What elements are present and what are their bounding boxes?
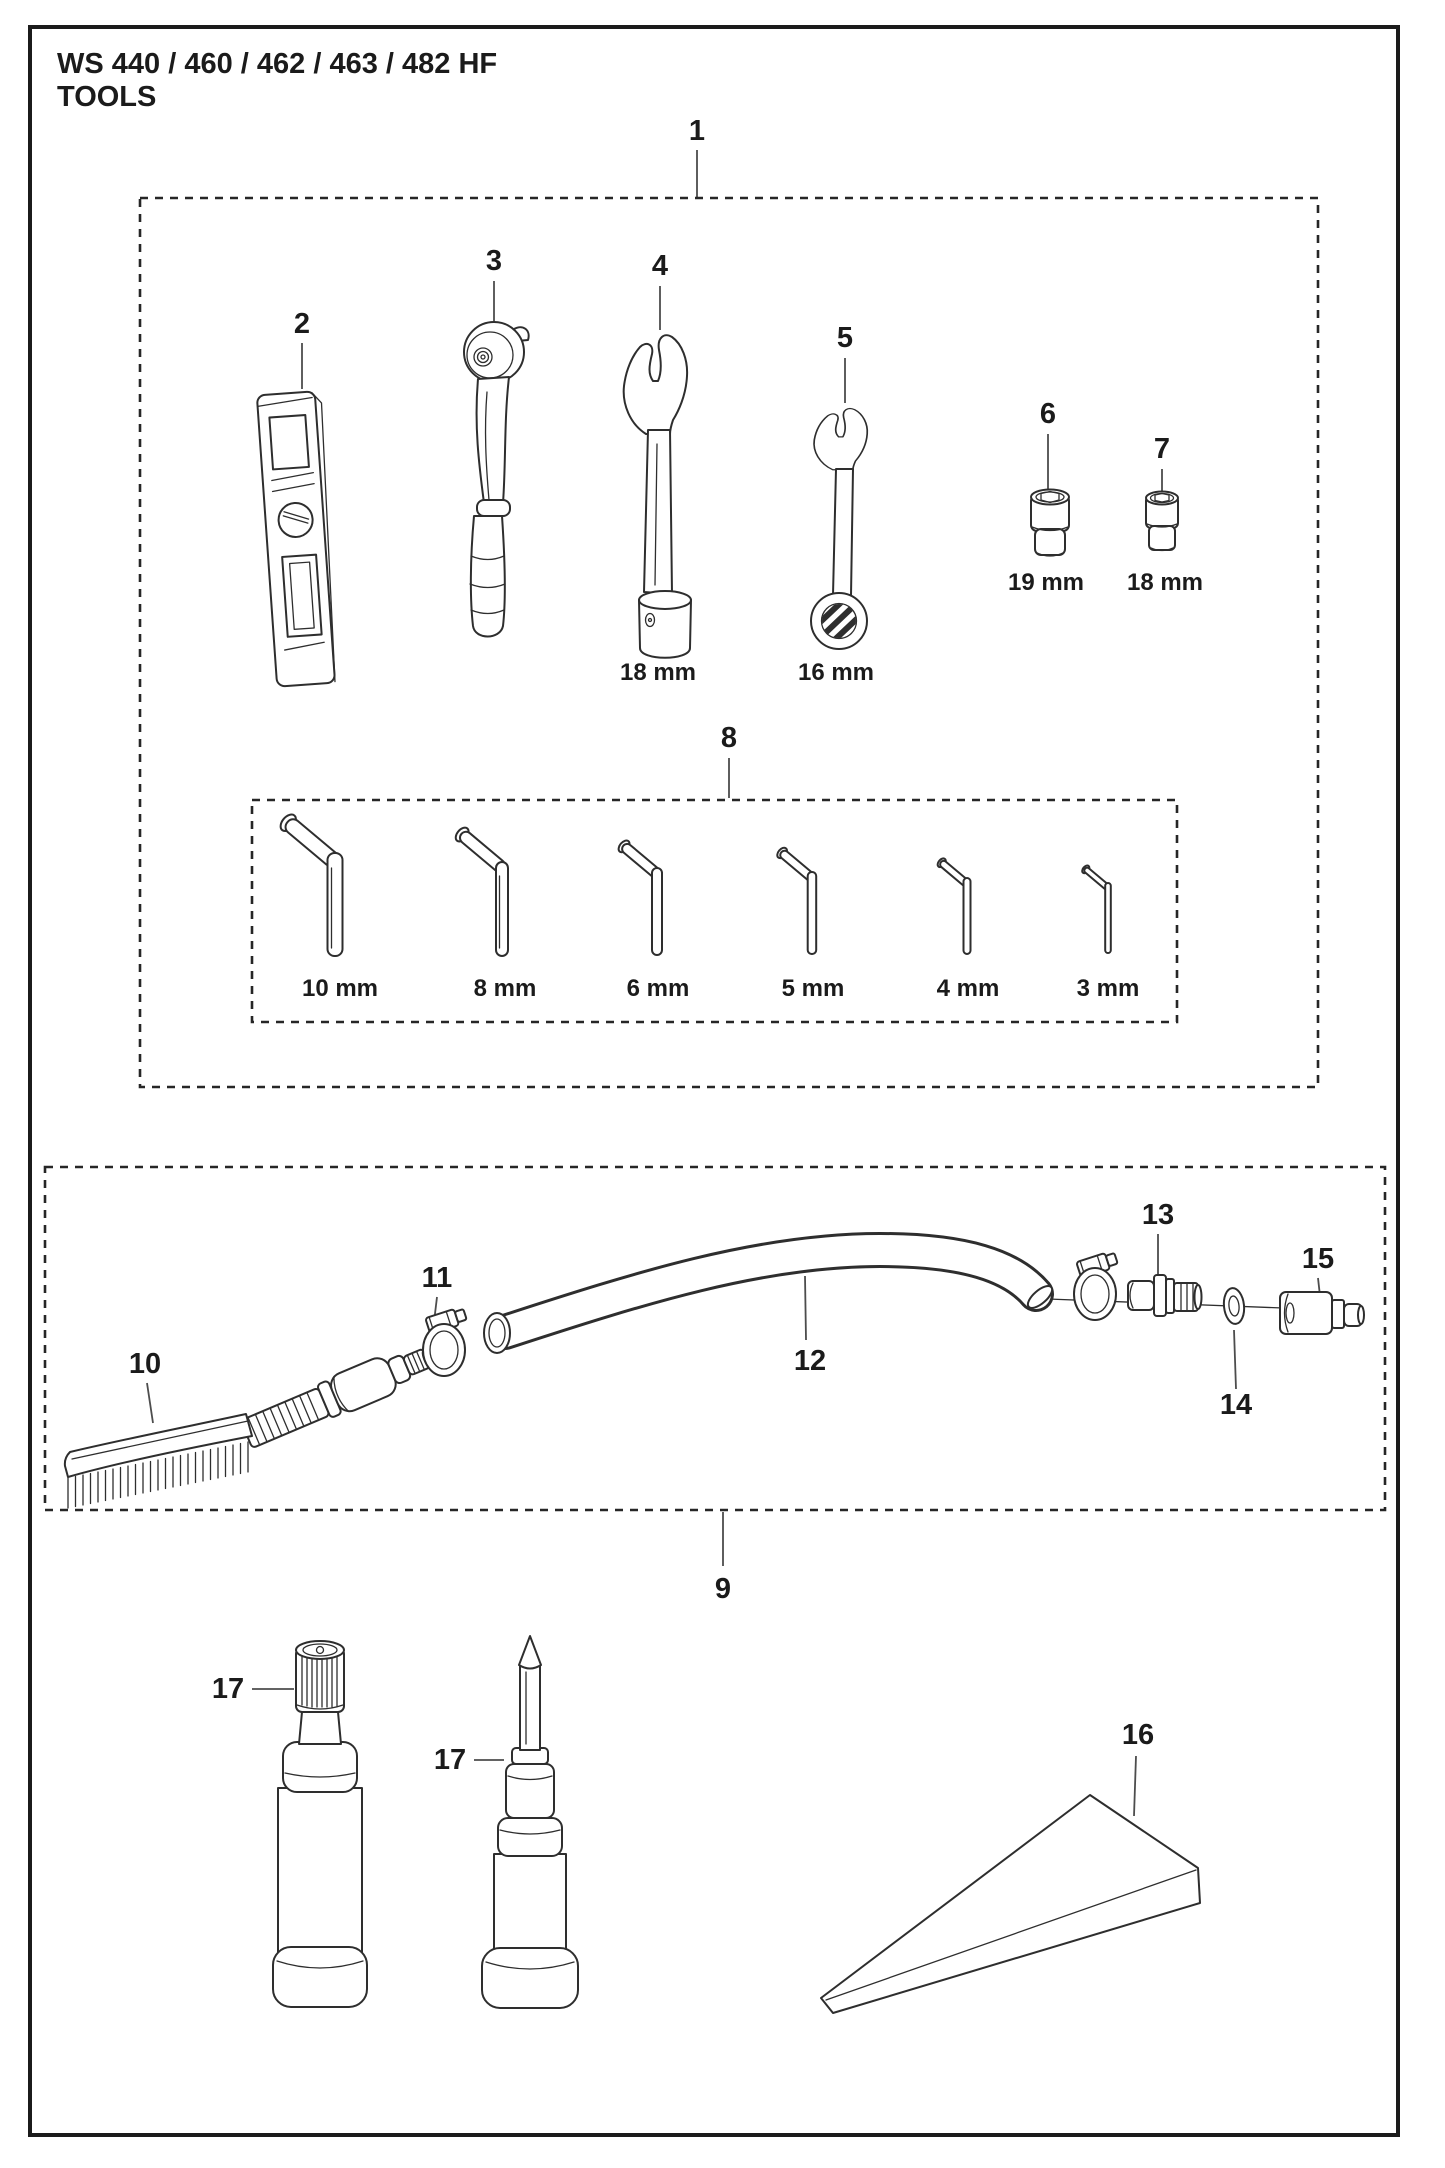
hex-key-5mm bbox=[775, 846, 817, 954]
hex-key-10mm bbox=[278, 812, 343, 956]
grease-tube-right bbox=[482, 1636, 578, 2008]
ratchet-handle bbox=[464, 322, 529, 637]
blade-spanner bbox=[257, 391, 341, 687]
hex-key-10mm-label: 10 mm bbox=[301, 975, 379, 1002]
page-model-title: WS 440 / 460 / 462 / 463 / 482 HF bbox=[57, 48, 498, 80]
sealing-washer bbox=[1222, 1287, 1246, 1325]
hex-key-3mm-label: 3 mm bbox=[1076, 975, 1140, 1002]
callout-6: 6 bbox=[1039, 398, 1057, 430]
callout-3: 3 bbox=[485, 245, 503, 277]
hose-clamp-left bbox=[423, 1306, 468, 1376]
callout-17-left: 17 bbox=[211, 1673, 245, 1705]
callout-9: 9 bbox=[714, 1573, 732, 1605]
hex-key-4mm bbox=[936, 857, 972, 954]
callout-10: 10 bbox=[128, 1348, 162, 1380]
callout-11: 11 bbox=[421, 1262, 453, 1294]
callout-14-leader bbox=[1234, 1330, 1236, 1389]
size-label-18mm-socket: 18 mm bbox=[1126, 569, 1204, 596]
callout-7: 7 bbox=[1153, 433, 1171, 465]
hex-key-8mm-label: 8 mm bbox=[473, 975, 537, 1002]
grease-tube-left bbox=[273, 1641, 367, 2007]
water-kit-dashed-box bbox=[45, 1167, 1385, 1510]
callout-17-right: 17 bbox=[433, 1744, 467, 1776]
callout-14: 14 bbox=[1219, 1389, 1253, 1421]
callout-12-leader bbox=[805, 1276, 806, 1340]
size-label-19mm-socket: 19 mm bbox=[1007, 569, 1085, 596]
callout-15: 15 bbox=[1301, 1243, 1335, 1275]
hex-key-6mm-label: 6 mm bbox=[626, 975, 690, 1002]
hex-key-5mm-label: 5 mm bbox=[781, 975, 845, 1002]
callout-13: 13 bbox=[1141, 1199, 1175, 1231]
callout-12: 12 bbox=[793, 1345, 827, 1377]
callout-16: 16 bbox=[1121, 1719, 1155, 1751]
quick-coupling bbox=[1280, 1292, 1364, 1334]
callout-2: 2 bbox=[293, 308, 311, 340]
brush-handle bbox=[239, 1338, 438, 1453]
callout-16-leader bbox=[1134, 1756, 1136, 1816]
hex-key-8mm bbox=[453, 825, 508, 956]
page-border bbox=[30, 27, 1398, 2135]
hex-key-6mm bbox=[616, 838, 662, 955]
callout-8: 8 bbox=[720, 722, 738, 754]
hex-key-dashed-box bbox=[252, 800, 1177, 1022]
combination-wrench-18mm bbox=[624, 335, 691, 658]
hex-key-3mm bbox=[1081, 864, 1113, 953]
callout-1: 1 bbox=[688, 115, 706, 147]
page-title: TOOLS bbox=[57, 81, 157, 113]
combination-wrench-16mm bbox=[811, 409, 867, 649]
callout-10-leader bbox=[147, 1383, 153, 1423]
callout-5: 5 bbox=[836, 322, 854, 354]
hose bbox=[484, 1250, 1056, 1353]
socket-18mm bbox=[1146, 492, 1178, 551]
cleaning-brush bbox=[65, 1338, 438, 1508]
hose-nipple bbox=[1128, 1275, 1202, 1316]
size-label-18mm-wrench: 18 mm bbox=[619, 659, 697, 686]
size-label-16mm-wrench: 16 mm bbox=[797, 659, 875, 686]
hex-key-4mm-label: 4 mm bbox=[936, 975, 1000, 1002]
wedge bbox=[821, 1795, 1200, 2013]
hose-clamp-right bbox=[1074, 1250, 1119, 1320]
callout-4: 4 bbox=[651, 250, 669, 282]
socket-19mm bbox=[1031, 490, 1069, 557]
